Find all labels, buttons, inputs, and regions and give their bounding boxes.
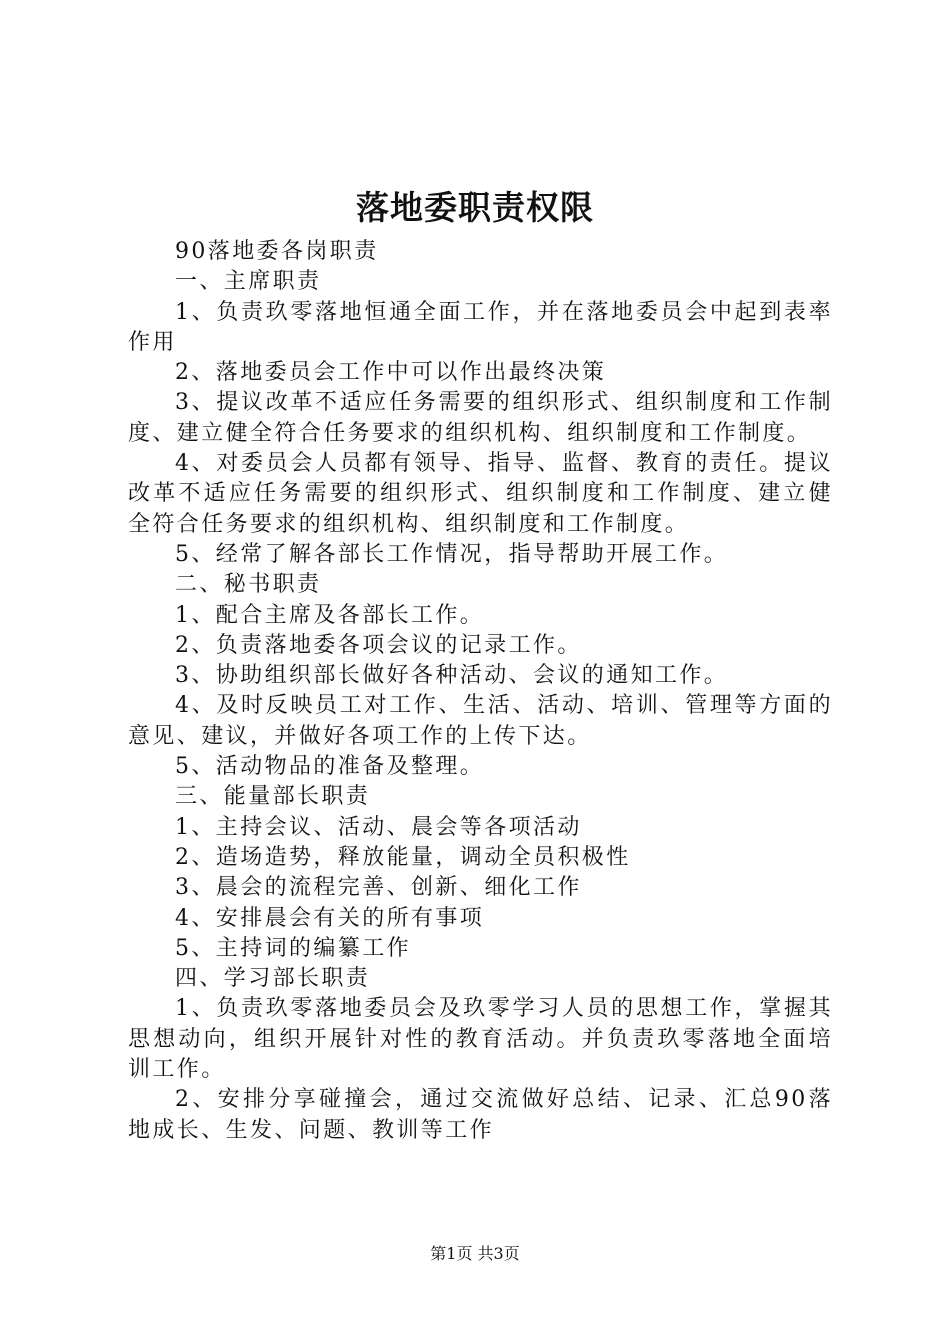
- paragraph: 1、负责玖零落地恒通全面工作，并在落地委员会中起到表率作用: [128, 299, 833, 355]
- section-heading-secretary: 二、秘书职责: [175, 572, 322, 598]
- paragraph: 4、对委员会人员都有领导、指导、监督、教育的责任。提议改革不适应任务需要的组织形式、组织制度和工作制度、建立健全符合任务要求的组织机构、组织制度和工作制度。: [128, 451, 833, 537]
- paragraph: 4、及时反映员工对工作、生活、活动、培训、管理等方面的意见、建议，并做好各项工作的上传下达。: [128, 693, 833, 749]
- paragraph: 2、负责落地委各项会议的记录工作。: [175, 632, 582, 658]
- paragraph: 1、主持会议、活动、晨会等各项活动: [175, 814, 582, 840]
- paragraph: 1、配合主席及各部长工作。: [175, 602, 485, 628]
- paragraph: 5、主持词的编纂工作: [175, 935, 411, 961]
- document-body: [128, 237, 833, 1146]
- section-heading-chairman: 一、主席职责: [175, 269, 322, 295]
- paragraph: 2、造场造势，释放能量，调动全员积极性: [175, 844, 631, 870]
- paragraph: 3、晨会的流程完善、创新、细化工作: [175, 875, 582, 901]
- paragraph: 5、活动物品的准备及整理。: [175, 754, 485, 780]
- paragraph: 3、协助组织部长做好各种活动、会议的通知工作。: [175, 663, 729, 689]
- paragraph-heading-intro: 90落地委各岗职责: [175, 239, 379, 264]
- section-heading-energy: 三、能量部长职责: [175, 784, 371, 810]
- paragraph: 4、安排晨会有关的所有事项: [175, 905, 485, 931]
- paragraph: 2、落地委员会工作中可以作出最终决策: [175, 360, 607, 386]
- paragraph: 1、负责玖零落地委员会及玖零学习人员的思想工作，掌握其思想动向，组织开展针对性的教育活动。并负责玖零落地全面培训工作。: [128, 996, 833, 1083]
- paragraph: 5、经常了解各部长工作情况，指导帮助开展工作。: [175, 541, 729, 567]
- page-number-footer: 第1页 共3页: [430, 1244, 520, 1263]
- paragraph: 3、提议改革不适应任务需要的组织形式、组织制度和工作制度、建立健全符合任务要求的组织机构、组织制度和工作制度。: [128, 390, 833, 446]
- paragraph: 2、安排分享碰撞会，通过交流做好总结、记录、汇总90落地成长、生发、问题、教训等工作: [128, 1087, 833, 1143]
- section-heading-study: 四、学习部长职责: [175, 966, 371, 992]
- document-title: 落地委职责权限: [356, 188, 594, 227]
